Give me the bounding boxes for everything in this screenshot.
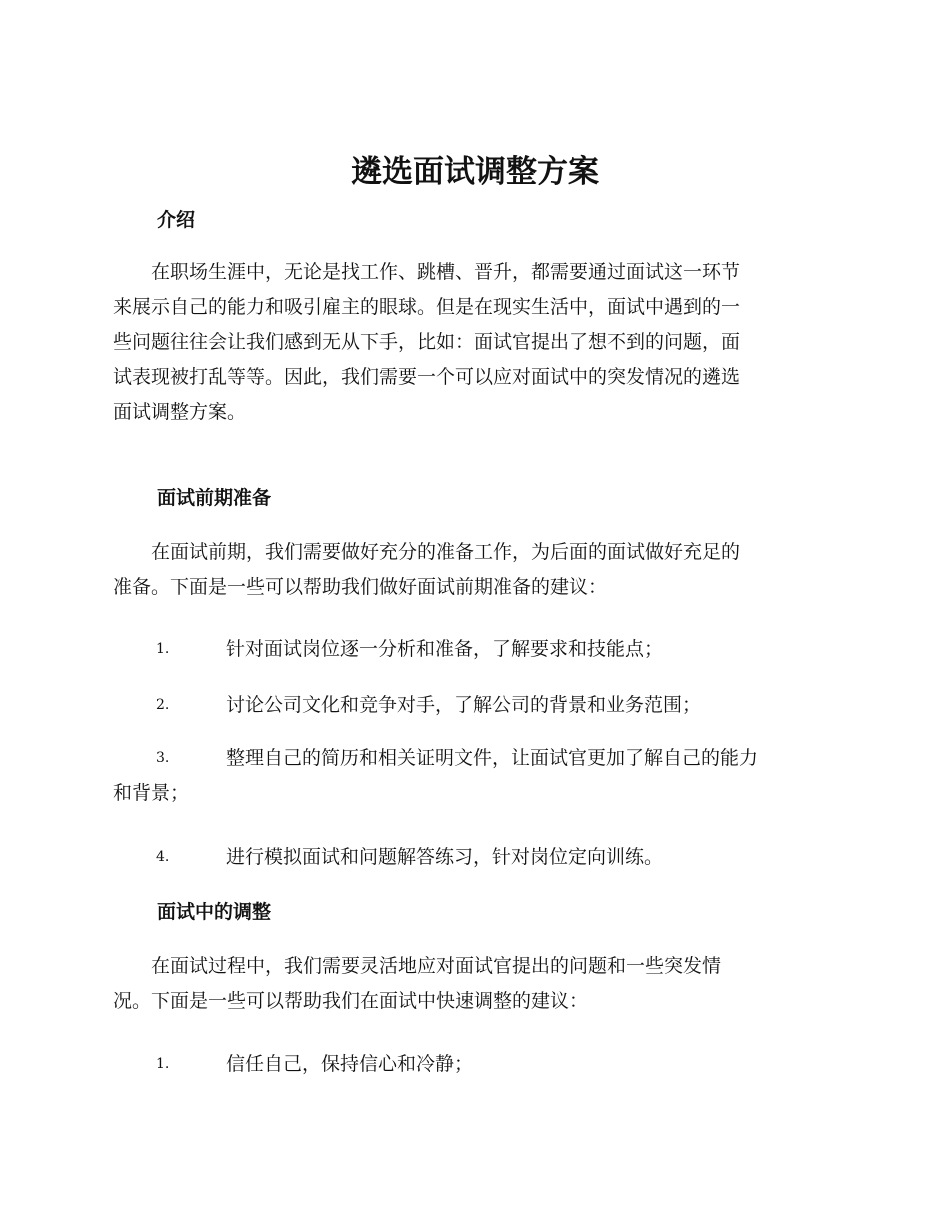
list-item xyxy=(113,741,833,811)
paragraph-line: 面试调整方案。 xyxy=(113,401,247,423)
section-heading-preparation: 面试前期准备 xyxy=(157,487,272,509)
list-item-number: 1. xyxy=(156,1056,170,1072)
list-item-text: 信任自己，保持信心和冷静； xyxy=(226,1053,474,1075)
list-item xyxy=(113,688,833,723)
paragraph-line: 些问题往往会让我们感到无从下手，比如：面试官提出了想不到的问题，面 xyxy=(113,331,741,353)
list-item xyxy=(113,840,833,875)
adjustment-paragraph xyxy=(113,949,833,1019)
intro-paragraph xyxy=(113,255,833,430)
list-item-number: 1. xyxy=(156,641,170,657)
paragraph-line: 准备。下面是一些可以帮助我们做好面试前期准备的建议： xyxy=(113,576,608,598)
list-item-text: 和背景； xyxy=(113,782,190,804)
paragraph-line: 来展示自己的能力和吸引雇主的眼球。但是在现实生活中，面试中遇到的一 xyxy=(113,296,741,318)
list-item-number: 2. xyxy=(156,697,170,713)
paragraph-line: 在职场生涯中，无论是找工作、跳槽、晋升，都需要通过面试这一环节 xyxy=(113,261,741,283)
paragraph-line: 在面试前期，我们需要做好充分的准备工作，为后面的面试做好充足的 xyxy=(113,541,741,563)
preparation-paragraph xyxy=(113,535,833,605)
section-heading-intro: 介绍 xyxy=(157,209,196,231)
list-item xyxy=(113,1047,833,1082)
document-title: 遴选面试调整方案 xyxy=(351,154,599,190)
list-item-text: 针对面试岗位逐一分析和准备，了解要求和技能点； xyxy=(226,638,664,660)
list-item xyxy=(113,632,833,667)
list-item-number: 4. xyxy=(156,849,170,865)
list-item-number: 3. xyxy=(156,750,170,766)
section-heading-adjustment: 面试中的调整 xyxy=(157,901,272,923)
paragraph-line: 在面试过程中，我们需要灵活地应对面试官提出的问题和一些突发情 xyxy=(113,955,722,977)
list-item-text: 整理自己的简历和相关证明文件，让面试官更加了解自己的能力 xyxy=(226,747,759,769)
list-item-text: 讨论公司文化和竞争对手，了解公司的背景和业务范围； xyxy=(226,694,702,716)
list-item-text: 进行模拟面试和问题解答练习，针对岗位定向训练。 xyxy=(226,846,664,868)
paragraph-line: 况。下面是一些可以帮助我们在面试中快速调整的建议： xyxy=(113,990,589,1012)
paragraph-line: 试表现被打乱等等。因此，我们需要一个可以应对面试中的突发情况的遴选 xyxy=(113,366,741,388)
